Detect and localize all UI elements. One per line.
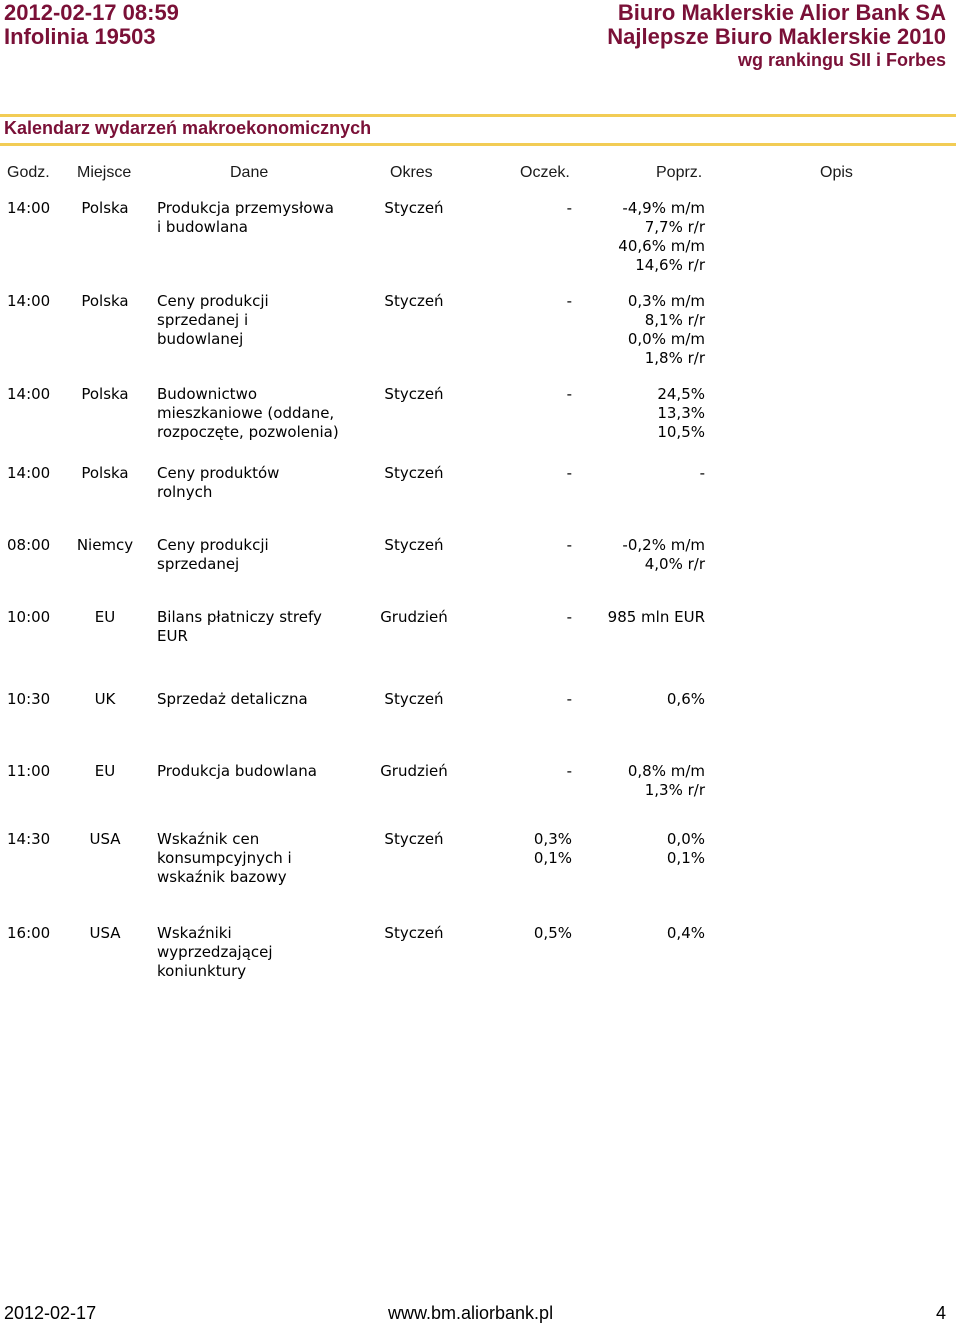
row-data-line: Wskaźniki [157,924,232,942]
row-data [157,536,269,574]
row-expected-line: 0,1% [533,849,572,867]
row-data [157,608,322,646]
row-previous-line: 0,0% [666,830,705,848]
row-previous-line: 0,4% [666,924,705,942]
row-previous-line: 13,3% [657,404,705,422]
row-previous [580,292,705,368]
page-number: 4 [935,1303,946,1323]
col-previous: Poprz. [656,164,703,181]
row-expected-line: - [566,292,572,310]
row-data-line: i budowlana [157,218,248,236]
row-previous-line: 0,1% [666,849,705,867]
row-previous-line: 4,0% r/r [644,555,705,573]
row-data [157,464,279,502]
row-data-line: Sprzedaż detaliczna [157,690,308,708]
row-previous [580,536,705,574]
row-place: Polska [81,385,129,403]
row-data-line: mieszkaniowe (oddane, [157,404,335,422]
row-previous-line: 7,7% r/r [644,218,705,236]
col-expected: Oczek. [520,164,570,181]
row-data-line: koniunktury [157,962,247,980]
row-time: 14:00 [7,464,51,482]
row-expected-line: - [566,536,572,554]
row-previous-line: 0,3% m/m [627,292,705,310]
row-previous-line: 1,3% r/r [644,781,705,799]
row-previous [580,199,705,275]
row-previous [580,608,705,627]
row-place: Polska [81,199,129,217]
row-expected-line: 0,3% [533,830,572,848]
row-time: 14:00 [7,385,51,403]
row-previous-line: - [699,464,705,482]
row-previous-line: 0,8% m/m [627,762,705,780]
row-previous-line: 10,5% [657,423,705,441]
row-data-line: sprzedanej [157,555,240,573]
row-period: Styczeń [384,464,444,482]
row-expected-line: - [566,385,572,403]
row-data-line: sprzedanej i [157,311,249,329]
row-previous-line: 0,0% m/m [627,330,705,348]
row-time: 14:00 [7,199,51,217]
row-expected [480,690,572,709]
row-period: Styczeń [384,690,444,708]
row-data [157,385,339,442]
footer-date: 2012-02-17 [4,1303,97,1323]
row-data-line: rozpoczęte, pozwolenia) [157,423,339,441]
row-previous-line: 8,1% r/r [644,311,705,329]
row-place: EU [94,608,116,626]
row-expected [480,608,572,627]
brand-name: Biuro Maklerskie Alior Bank SA [617,0,946,25]
row-period: Styczeń [384,536,444,554]
row-expected [480,385,572,404]
row-data [157,830,292,887]
row-place: Polska [81,292,129,310]
row-data-line: wyprzedzającej [157,943,273,961]
row-expected-line: - [566,464,572,482]
header-divider [0,114,956,117]
row-data [157,292,269,349]
row-data [157,924,273,981]
row-expected-line: - [566,608,572,626]
row-data [157,199,334,237]
row-data-line: wskaźnik bazowy [157,868,287,886]
row-previous-line: 1,8% r/r [644,349,705,367]
col-data: Dane [230,164,269,181]
hotline: Infolinia 19503 [4,24,156,49]
row-previous [580,924,705,943]
row-data-line: Produkcja przemysłowa [157,199,334,217]
row-data [157,762,317,781]
row-expected [480,199,572,218]
row-data-line: Produkcja budowlana [157,762,317,780]
row-expected [480,464,572,483]
row-time: 10:00 [7,608,51,626]
row-expected-line: 0,5% [533,924,572,942]
row-place: USA [89,830,121,848]
row-expected [480,762,572,781]
row-place: UK [94,690,116,708]
row-previous-line: 985 mln EUR [607,608,705,626]
row-expected-line: - [566,690,572,708]
col-period: Okres [390,164,433,181]
row-period: Styczeń [384,924,444,942]
row-time: 16:00 [7,924,51,942]
row-period: Grudzień [380,608,448,626]
row-time: 08:00 [7,536,51,554]
row-place: Niemcy [76,536,134,554]
row-data [157,690,308,709]
row-time: 14:30 [7,830,51,848]
row-expected [480,292,572,311]
row-data-line: EUR [157,627,188,645]
section-title: Kalendarz wydarzeń makroekonomicznych [4,118,372,138]
row-expected-line: - [566,199,572,217]
col-place: Miejsce [77,164,132,181]
row-period: Styczeń [384,292,444,310]
row-data-line: konsumpcyjnych i [157,849,292,867]
footer-url: www.bm.aliorbank.pl [388,1303,554,1323]
row-previous-line: -0,2% m/m [622,536,705,554]
row-data-line: Ceny produktów [157,464,280,482]
section-divider [0,143,956,146]
row-previous [580,464,705,483]
col-time: Godz. [7,164,50,181]
row-expected [480,830,572,868]
row-expected [480,536,572,555]
report-datetime: 2012-02-17 08:59 [4,0,179,25]
row-place: USA [89,924,121,942]
row-previous-line: 40,6% m/m [618,237,705,255]
row-previous-line: 14,6% r/r [635,256,705,274]
row-place: Polska [81,464,129,482]
row-expected [480,924,572,943]
row-data-line: Wskaźnik cen [157,830,260,848]
row-previous-line: -4,9% m/m [622,199,705,217]
row-previous [580,830,705,868]
row-place: EU [94,762,116,780]
row-previous-line: 0,6% [666,690,705,708]
award-line: Najlepsze Biuro Maklerskie 2010 [607,24,946,49]
row-previous [580,690,705,709]
row-time: 11:00 [7,762,51,780]
row-period: Grudzień [380,762,448,780]
row-previous [580,762,705,800]
ranking-line: wg rankingu SII i Forbes [737,50,946,70]
row-period: Styczeń [384,199,444,217]
row-data-line: rolnych [157,483,213,501]
row-expected-line: - [566,762,572,780]
row-data-line: Bilans płatniczy strefy [157,608,322,626]
row-data-line: Ceny produkcji [157,536,269,554]
row-previous-line: 24,5% [657,385,705,403]
row-period: Styczeń [384,830,444,848]
row-time: 10:30 [7,690,51,708]
row-data-line: Budownictwo [157,385,258,403]
row-data-line: Ceny produkcji [157,292,269,310]
row-time: 14:00 [7,292,51,310]
row-previous [580,385,705,442]
row-data-line: budowlanej [157,330,244,348]
col-description: Opis [820,164,853,181]
row-period: Styczeń [384,385,444,403]
